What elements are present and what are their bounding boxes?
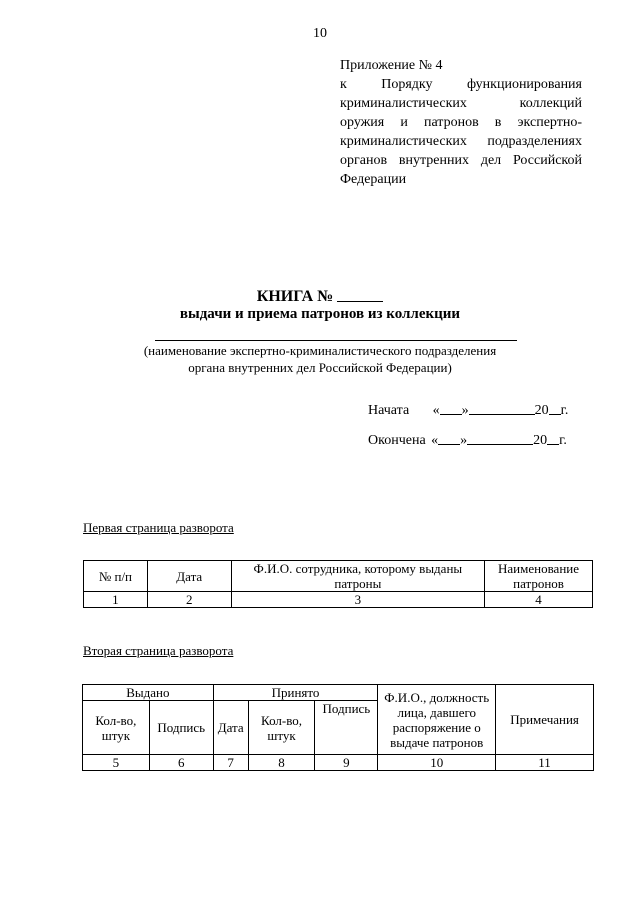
year-prefix: 20	[534, 403, 549, 418]
header-cartridge-name: Наименование патронов	[485, 561, 593, 592]
end-label: Окончена	[368, 433, 426, 448]
year-prefix: 20	[533, 433, 548, 448]
header-issued-signature: Подпись	[149, 701, 213, 755]
header-date: Дата	[147, 561, 231, 592]
column-number: 2	[147, 592, 231, 608]
header-accepted-signature: Подпись	[315, 701, 378, 755]
section2-title: Вторая страница разворота	[83, 643, 234, 658]
issue-table-first-page	[83, 560, 593, 608]
column-number: 8	[248, 755, 315, 771]
header-notes: Примечания	[496, 685, 594, 755]
column-number: 1	[84, 592, 148, 608]
group-issued: Выдано	[83, 685, 214, 701]
open-quote: «	[432, 403, 440, 418]
header-accepted-date: Дата	[213, 701, 248, 755]
column-number: 7	[213, 755, 248, 771]
year-suffix: г.	[559, 433, 567, 448]
header-number: № п/п	[84, 561, 148, 592]
column-number: 3	[231, 592, 484, 608]
close-quote: »	[460, 433, 468, 448]
column-number: 10	[378, 755, 496, 771]
caption-line-1: (наименование экспертно-криминалистического подразделения	[143, 343, 497, 358]
year-blank	[549, 401, 561, 415]
column-number: 11	[496, 755, 594, 771]
appendix-line: оружия и патронов в экспертно-	[340, 115, 582, 130]
column-number: 9	[315, 755, 378, 771]
appendix-line: криминалистических подразделениях	[340, 134, 582, 149]
book-title-text: КНИГА №	[256, 288, 334, 305]
start-date-row	[368, 401, 568, 419]
appendix-line: Федерации	[340, 172, 407, 187]
book-number-blank	[337, 287, 383, 302]
month-blank	[469, 401, 535, 415]
header-accepted-qty: Кол-во, штук	[248, 701, 315, 755]
group-accepted: Принято	[213, 685, 378, 701]
issue-table-second-page	[82, 684, 594, 771]
close-quote: »	[461, 403, 469, 418]
division-name-line	[155, 340, 517, 341]
column-number: 4	[485, 592, 593, 608]
day-blank	[438, 431, 460, 445]
day-blank	[440, 401, 462, 415]
appendix-title: Приложение № 4	[340, 58, 443, 73]
appendix-line: органов внутренних дел Российской	[340, 153, 582, 168]
book-title	[0, 287, 640, 306]
column-number: 5	[83, 755, 150, 771]
book-subtitle: выдачи и приема патронов из коллекции	[179, 306, 461, 322]
header-authorizer: Ф.И.О., должность лица, давшего распоряжение о выдаче патронов	[378, 685, 496, 755]
page-number: 10	[313, 26, 327, 41]
division-name-caption	[0, 342, 640, 376]
appendix-line: криминалистических коллекций	[340, 96, 582, 111]
header-employee-name: Ф.И.О. сотрудника, которому выданы патроны	[231, 561, 484, 592]
open-quote: «	[431, 433, 439, 448]
column-number: 6	[149, 755, 213, 771]
year-suffix: г.	[560, 403, 569, 418]
start-label: Начата	[368, 403, 410, 418]
month-blank	[467, 431, 533, 445]
year-blank	[547, 431, 559, 445]
caption-line-2: органа внутренних дел Российской Федерации)	[188, 360, 452, 375]
end-date-row	[368, 431, 567, 449]
section1-title: Первая страница разворота	[83, 520, 234, 535]
appendix-line: к Порядку функционирования	[340, 77, 582, 92]
header-issued-qty: Кол-во, штук	[83, 701, 150, 755]
appendix-block	[340, 56, 582, 189]
